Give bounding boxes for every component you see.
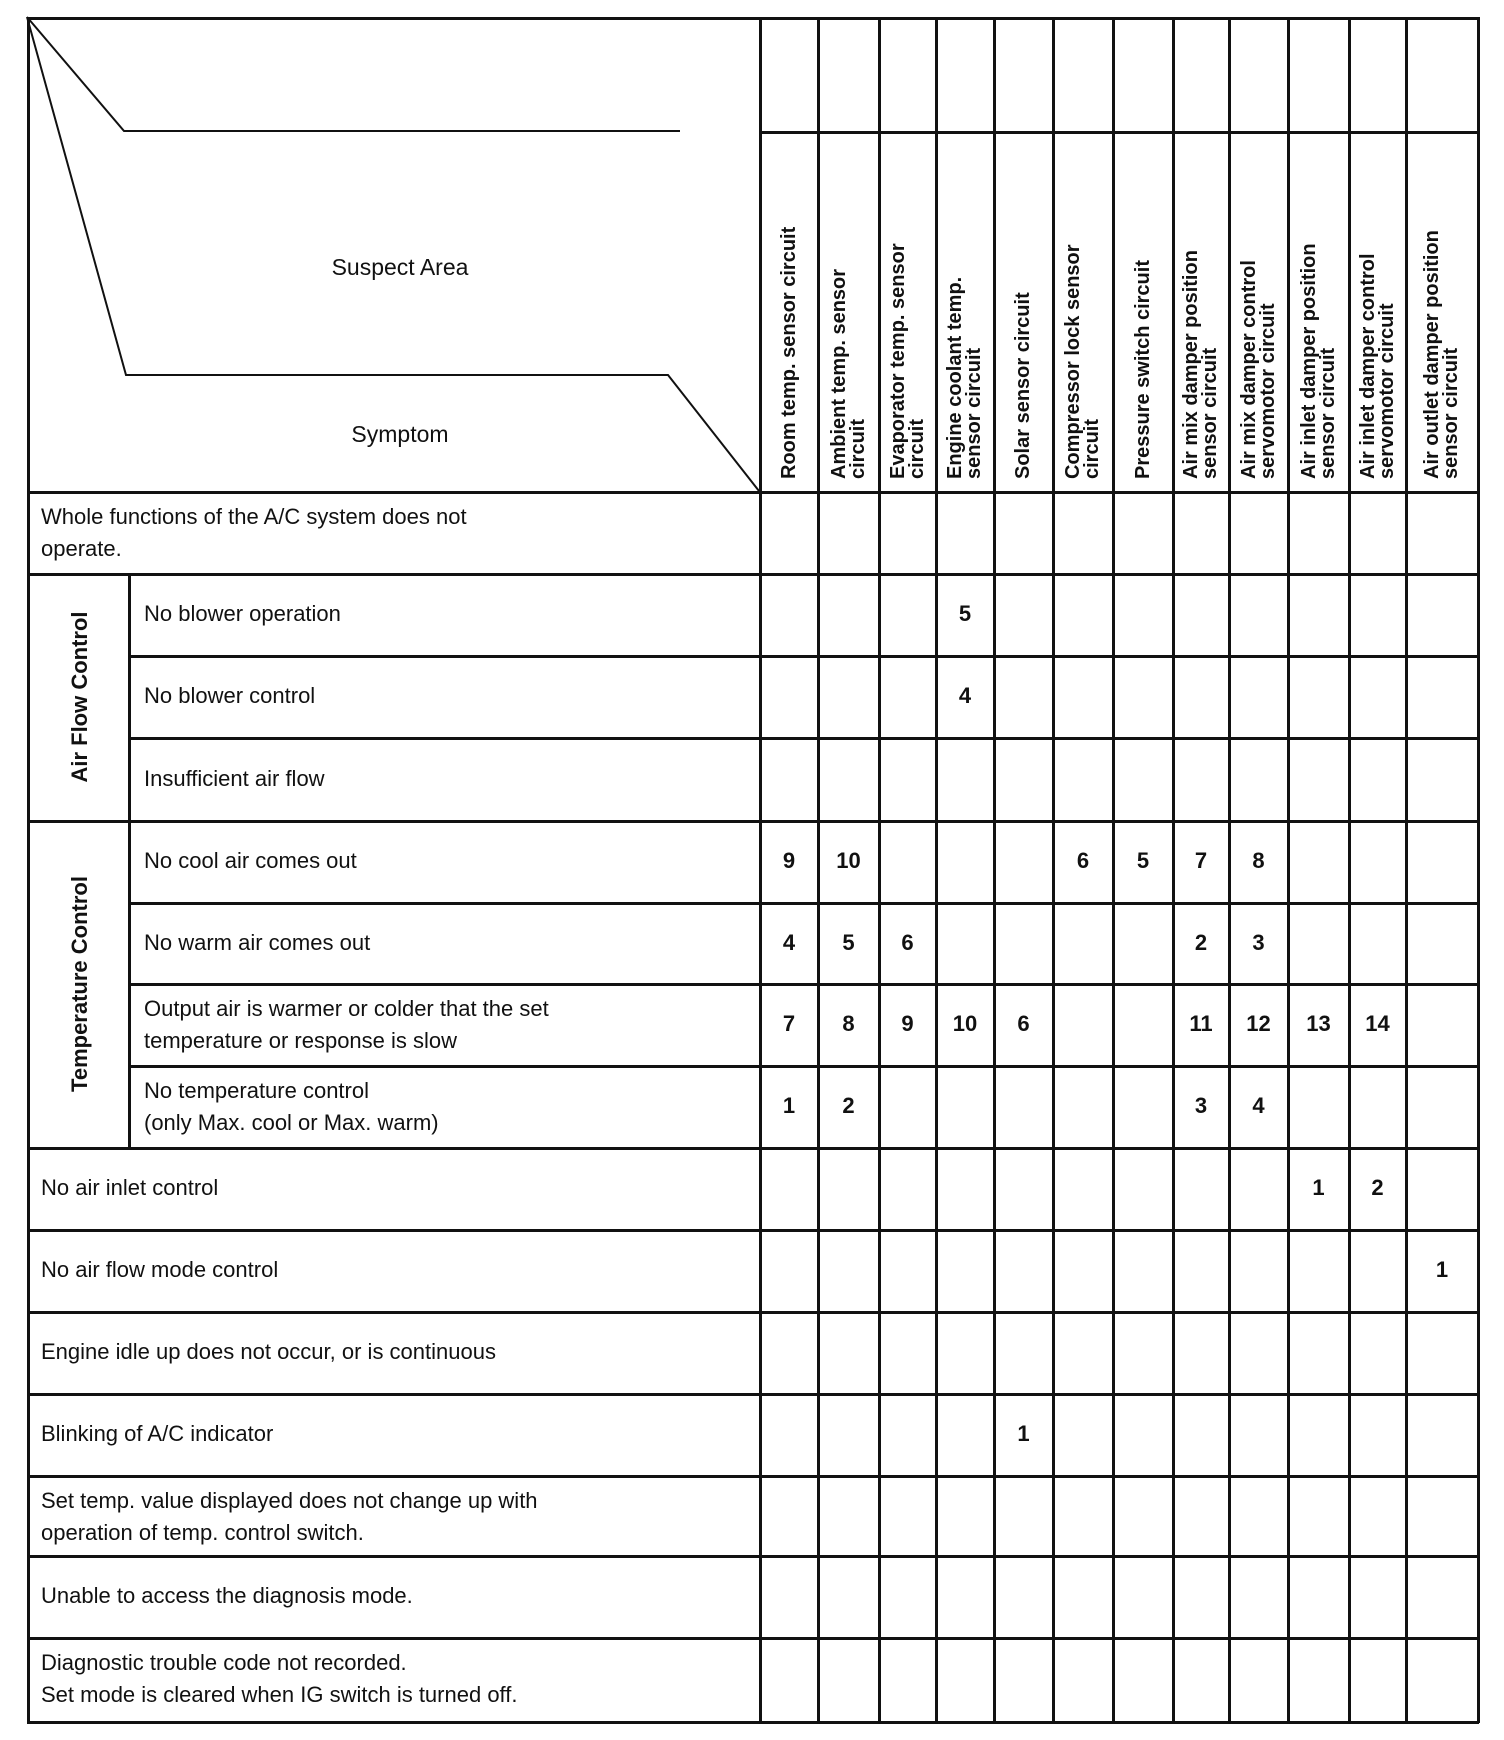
column-header-line1: Air outlet damper position: [1421, 230, 1443, 479]
symptom-label: [144, 1075, 439, 1139]
row-divider: [128, 655, 1479, 658]
priority-cell: 8: [842, 1011, 855, 1036]
column-divider: [1405, 17, 1408, 1721]
column-header: [1356, 253, 1398, 479]
column-divider: [817, 17, 820, 1721]
group-label: Temperature Control: [66, 875, 92, 1092]
priority-cell: 2: [842, 1093, 855, 1118]
symptom-line1: Output air is warmer or colder that the set: [144, 996, 549, 1021]
column-header: [1131, 260, 1154, 479]
column-header-line2: sensor circuit: [963, 347, 985, 479]
column-header-line1: Pressure switch circuit: [1131, 260, 1154, 479]
symptom-line1: Unable to access the diagnosis mode.: [41, 1583, 413, 1608]
priority-cell: 7: [782, 1011, 796, 1036]
column-header-line1: Evaporator temp. sensor: [886, 243, 909, 479]
priority-cell: 10: [952, 1011, 978, 1036]
symptom-line2: operate.: [41, 536, 122, 561]
symptom-line1: Engine idle up does not occur, or is continuous: [41, 1339, 496, 1364]
symptom-line1: No air flow mode control: [41, 1257, 279, 1282]
column-header-line1: Air mix damper control: [1237, 260, 1260, 479]
column-header: [1237, 260, 1279, 479]
symptom-line2: Set mode is cleared when IG switch is turned off.: [41, 1682, 518, 1707]
symptom-label: [41, 1485, 538, 1549]
row-divider: [27, 1311, 1479, 1314]
symptom-label: [41, 1172, 218, 1204]
priority-cell: 12: [1246, 1011, 1271, 1036]
symptom-label: Symptom: [351, 421, 449, 447]
symptom-line2: (only Max. cool or Max. warm): [144, 1110, 439, 1135]
column-header: [1297, 243, 1339, 479]
priority-cell: 7: [1194, 848, 1208, 873]
symptom-line2: temperature or response is slow: [144, 1028, 458, 1053]
column-header-line1: Room temp. sensor circuit: [777, 226, 800, 479]
row-divider: [27, 1147, 1479, 1150]
column-header-line1: Solar sensor circuit: [1012, 292, 1034, 479]
row-divider: [128, 1065, 1479, 1068]
symptom-line1: Diagnostic trouble code not recorded.: [41, 1650, 407, 1675]
symptom-label: [144, 598, 341, 630]
column-header-line2: circuit: [905, 418, 928, 479]
column-header-line2: sensor circuit: [1316, 347, 1339, 479]
priority-cell: 6: [1017, 1011, 1030, 1036]
priority-cell: 4: [1252, 1093, 1265, 1118]
row-divider: [27, 1229, 1479, 1232]
priority-cell: 4: [958, 683, 972, 708]
symptom-line1: No temperature control: [144, 1078, 369, 1103]
priority-cell: 3: [1252, 929, 1265, 955]
column-header-line2: servomotor circuit: [1375, 303, 1398, 479]
symptom-label: [41, 1336, 496, 1368]
column-header: [1064, 244, 1102, 479]
symptom-label: [144, 680, 315, 712]
symptom-label: [41, 1580, 413, 1612]
border-top: [27, 17, 1479, 20]
column-header: [827, 268, 869, 479]
priority-cell: 2: [1194, 929, 1208, 955]
row-divider: [27, 573, 1479, 576]
border-left: [27, 17, 30, 1723]
priority-cell: 8: [1252, 848, 1265, 873]
priority-cell: 1: [782, 1093, 796, 1118]
column-header: [946, 277, 984, 479]
column-divider: [1228, 17, 1231, 1721]
column-divider: [993, 17, 996, 1721]
row-divider: [27, 1475, 1479, 1478]
symptom-label: [41, 1418, 273, 1450]
symptom-line1: No cool air comes out: [144, 848, 357, 873]
column-header-line2: circuit: [1081, 418, 1103, 479]
symptom-label: [41, 501, 467, 565]
symptom-line2: operation of temp. control switch.: [41, 1520, 364, 1545]
border-right: [1477, 17, 1480, 1723]
column-divider: [878, 17, 881, 1721]
column-header: [886, 243, 928, 479]
symptom-label: [144, 763, 325, 795]
row-divider: [128, 902, 1479, 905]
suspect-area-label: Suspect Area: [331, 254, 469, 280]
column-divider: [1052, 17, 1055, 1721]
row-divider: [128, 737, 1479, 740]
header-divider: [759, 131, 1477, 134]
column-divider: [935, 17, 938, 1721]
priority-cell: 6: [901, 929, 914, 955]
priority-cell: 10: [836, 848, 861, 873]
priority-cell: 1: [1435, 1257, 1449, 1282]
column-header-line2: circuit: [846, 418, 869, 479]
symptom-label: [144, 845, 357, 877]
priority-cell: 11: [1189, 1011, 1213, 1036]
symptom-line1: No air inlet control: [41, 1175, 219, 1200]
row-divider: [27, 820, 1479, 823]
priority-cell: 9: [901, 1011, 914, 1036]
column-header-line1: Compressor lock sensor: [1062, 244, 1084, 479]
row-divider: [27, 1637, 1479, 1640]
symptom-line1: Whole functions of the A/C system does not: [41, 504, 467, 529]
row-divider: [27, 1555, 1479, 1558]
column-header: [1423, 230, 1461, 479]
priority-cell: 5: [958, 601, 972, 626]
column-header-line1: Air inlet damper position: [1297, 243, 1320, 479]
column-header-line2: servomotor circuit: [1256, 303, 1279, 479]
symptom-line1: Blinking of A/C indicator: [41, 1421, 274, 1446]
group-divider: [128, 820, 131, 1147]
column-divider: [1287, 17, 1290, 1721]
symptom-label: [41, 1254, 278, 1286]
priority-cell: 1: [1017, 1421, 1030, 1446]
row-divider: [27, 1393, 1479, 1396]
symptom-line1: No warm air comes out: [144, 929, 371, 955]
column-header: [1014, 292, 1033, 479]
priority-cell: 14: [1365, 1011, 1390, 1036]
column-header-line2: sensor circuit: [1199, 347, 1221, 479]
priority-cell: 1: [1312, 1175, 1325, 1200]
column-divider: [1172, 17, 1175, 1721]
symptom-line1: Insufficient air flow: [144, 765, 325, 791]
group-label: Air Flow Control: [66, 610, 92, 783]
symptom-line1: Set temp. value displayed does not change up with: [41, 1488, 538, 1513]
column-header-line1: Air mix damper position: [1180, 250, 1202, 479]
priority-cell: 5: [1136, 848, 1150, 873]
priority-cell: 6: [1076, 848, 1090, 873]
priority-cell: 5: [842, 929, 855, 955]
column-divider: [759, 17, 762, 1721]
symptom-line1: No blower operation: [144, 601, 341, 626]
symptom-line1: No blower control: [144, 683, 316, 708]
symptom-label: [41, 1647, 518, 1711]
column-header-line1: Air inlet damper control: [1356, 253, 1379, 479]
column-header-line2: sensor circuit: [1440, 347, 1462, 479]
column-divider: [1112, 17, 1115, 1721]
column-header-line1: Engine coolant temp.: [944, 276, 966, 479]
symptom-label: [144, 993, 549, 1057]
priority-cell: 4: [782, 929, 796, 955]
row-divider: [27, 491, 1479, 494]
group-divider: [128, 573, 131, 820]
priority-cell: 13: [1306, 1011, 1331, 1036]
column-header: [777, 226, 800, 479]
priority-cell: 3: [1194, 1093, 1208, 1118]
priority-cell: 9: [782, 848, 796, 873]
symptom-label: [144, 927, 370, 959]
border-bottom: [27, 1721, 1479, 1724]
priority-cell: 2: [1371, 1175, 1384, 1200]
row-divider: [128, 983, 1479, 986]
column-divider: [1348, 17, 1351, 1721]
column-header: [1182, 250, 1220, 479]
column-header-line1: Ambient temp. sensor: [827, 268, 850, 479]
